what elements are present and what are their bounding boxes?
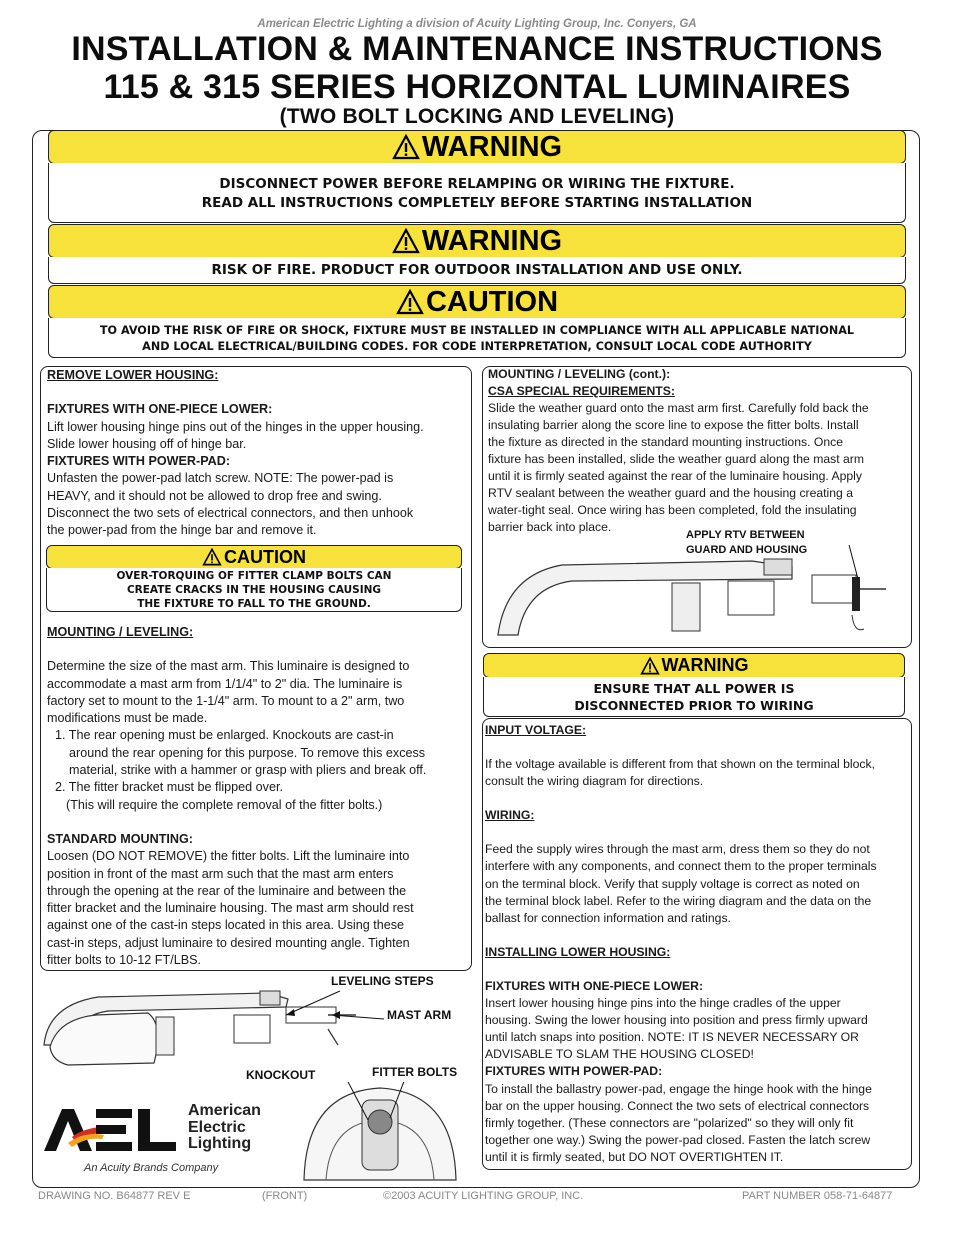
paragraph-line: the power-pad from the hinge bar and remove it. [47,523,317,538]
left-column-text-top [47,367,467,540]
figure-label-fitter-bolts: FITTER BOLTS [372,1065,458,1079]
right-column-text-top [488,366,908,536]
warning-text: DISCONNECTED PRIOR TO WIRING [574,698,814,713]
section-heading: MOUNTING / LEVELING: [47,625,194,639]
paragraph-line: housing. Swing the lower housing into position and press firmly upward [485,1013,868,1028]
weather-guard-figure [492,545,888,645]
warning-banner [48,130,906,164]
warning-banner [48,224,906,258]
list-item: around the rear opening for this purpose. To remove this excess [69,745,426,760]
drawing-number: DRAWING NO. B64877 REV E [38,1190,191,1202]
warning-text: READ ALL INSTRUCTIONS COMPLETELY BEFORE STARTING INSTALLATION [201,195,753,211]
section-heading: WIRING: [485,808,535,823]
warning-text: DISCONNECT POWER BEFORE RELAMPING OR WIRING THE FIXTURE. [219,176,735,192]
subsection-heading: STANDARD MOUNTING: [47,831,193,846]
caution-text: AND LOCAL ELECTRICAL/BUILDING CODES. FOR CODE INTERPRETATION, CONSULT LOCAL CODE AUTHORITY [142,340,812,353]
caution-text: TO AVOID THE RISK OF FIRE OR SHOCK, FIXTURE MUST BE INSTALLED IN COMPLIANCE WITH ALL APPLICABLE NATIONAL [99,324,855,337]
list-item: material, strike with a hammer or grasp with pliers and break off. [69,763,427,778]
paragraph-line: modifications must be made. [47,711,208,726]
warning-text: RISK OF FIRE. PRODUCT FOR OUTDOOR INSTALLATION AND USE ONLY. [211,262,743,278]
paragraph-line: until it is firmly seated against the rear of the luminaire housing. Apply [488,469,862,483]
paragraph-line: on the terminal block. Verify that supply voltage is correct as noted on [485,876,860,891]
warning-text: ENSURE THAT ALL POWER IS [593,681,795,696]
paragraph-line: until it is firmly seated, but DO NOT OVERTIGHTEN IT. [485,1149,784,1164]
paragraph-line: interfere with any components, and connect them to the proper terminals [485,859,877,874]
figure-label-mast-arm: MAST ARM [387,1008,452,1022]
paragraph-line: Insert lower housing hinge pins into the hinge cradles of the upper [485,996,841,1011]
paragraph-line: together one way.) Swing the power-pad closed. Fasten the latch screw [485,1132,871,1147]
subsection-heading: FIXTURES WITH ONE-PIECE LOWER: [485,978,704,993]
company-line: American Electric Lighting a division of Acuity Lighting Group, Inc. Conyers, GA [257,18,697,30]
paragraph-line: the fixture as directed in the standard mounting instructions. Once [488,435,843,449]
paragraph-line: Slide lower housing off of hinge bar. [47,436,247,451]
paragraph-line: accommodate a mast arm from 1/1/4" to 2" dia. The luminaire is [47,676,403,691]
subsection-heading: FIXTURES WITH POWER-PAD: [485,1064,663,1079]
ael-logo-wordmark [188,1103,261,1153]
paragraph-line: If the voltage available is different from that shown on the terminal block, [485,757,875,772]
ael-logo-mark [42,1105,182,1153]
paragraph-line: water-tight seal. Once wiring has been completed, fold the insulating [488,503,857,517]
paragraph-line: RTV sealant between the weather guard and the housing creating a [488,486,853,500]
paragraph-line: barrier back into place. [488,520,612,534]
section-heading: INPUT VOLTAGE: [485,723,587,737]
caution-message-box [48,318,906,358]
paragraph-line: until latch snaps into position. NOTE: IT IS NEVER NECESSARY OR [485,1030,859,1045]
paragraph-line: Unfasten the power-pad latch screw. NOTE: The power-pad is [47,471,394,486]
caution-message-box-small [46,568,462,612]
caution-banner-small [46,545,462,569]
paragraph-line: consult the wiring diagram for directions. [485,774,704,789]
page-title: INSTALLATION & MAINTENANCE INSTRUCTIONS [71,30,883,68]
paragraph-line: Disconnect the two sets of electrical connectors, and then unhook [47,506,414,521]
caution-text: CREATE CRACKS IN THE HOUSING CAUSING [126,584,382,596]
paragraph-line: insulating barrier along the score line to expose the fitter bolts. Install [488,418,859,432]
paragraph-line: ballast for connection information and ratings. [485,910,731,925]
warning-message-box [48,257,906,284]
figure-label-knockout: KNOCKOUT [246,1068,316,1082]
right-column-text-bottom [485,722,909,1166]
caution-banner [48,285,906,319]
warning-triangle-icon [392,228,420,254]
part-number: PART NUMBER 058-71-64877 [742,1190,893,1202]
list-item: (This will require the complete removal of the fitter bolts.) [66,797,383,812]
paragraph-line: fitter bracket and the luminaire housing. The mast arm should rest [47,901,414,916]
warning-banner-small [483,653,905,678]
warning-label: WARNING [661,655,749,675]
section-heading: REMOVE LOWER HOUSING: [47,368,219,382]
warning-label: WARNING [421,224,563,257]
caution-triangle-icon [202,548,222,566]
label-text: APPLY RTV BETWEEN [686,529,805,541]
logo-text: Electric [188,1118,246,1136]
caution-label: CAUTION [224,546,306,567]
label-text: GUARD AND HOUSING [686,544,808,556]
section-heading: INSTALLING LOWER HOUSING: [485,944,671,959]
section-heading: MOUNTING / LEVELING (cont.): [488,367,671,381]
luminaire-rear-view-figure [296,1082,464,1182]
paragraph-line: position in front of the mast arm such that the mast arm enters [47,866,394,881]
paragraph-line: fitter bolts to 10-12 FT/LBS. [47,953,201,968]
paragraph-line: through the opening at the rear of the luminaire and between the [47,883,407,898]
paragraph-line: To install the ballastry power-pad, engage the hinge hook with the hinge [485,1081,872,1096]
paragraph-line: bar on the upper housing. Connect the two sets of electrical connectors [485,1098,870,1113]
paragraph-line: Determine the size of the mast arm. This luminaire is designed to [47,659,410,674]
caution-triangle-icon [396,289,424,315]
paragraph-line: Feed the supply wires through the mast arm, dress them so they do not [485,842,870,857]
warning-message-box [48,163,906,223]
page-side: (FRONT) [262,1190,308,1202]
subsection-heading: FIXTURES WITH POWER-PAD: [47,454,231,469]
paragraph-line: factory set to mount to the 1-1/4" arm. To mount to a 2" arm, two [47,693,405,708]
copyright: ©2003 ACUITY LIGHTING GROUP, INC. [383,1190,584,1202]
paragraph-line: firmly together. (These connectors are "polarized" so they will only fit [485,1115,854,1130]
warning-message-box-small [483,677,905,717]
caution-text: THE FIXTURE TO FALL TO THE GROUND. [137,598,371,610]
warning-label: WARNING [421,130,563,163]
subsection-heading: FIXTURES WITH ONE-PIECE LOWER: [47,402,273,417]
paragraph-line: ADVISABLE TO SLAM THE HOUSING CLOSED! [485,1047,754,1062]
list-item: 2. The fitter bracket must be flipped over. [55,780,283,795]
figure-label-leveling-steps: LEVELING STEPS [331,974,434,988]
left-column-text-mounting [47,624,471,969]
paragraph-line: fixture has been installed, slide the weather guard along the mast arm [488,452,864,466]
page-subtitle: 115 & 315 SERIES HORIZONTAL LUMINAIRES [103,68,851,106]
caution-text: OVER-TORQUING OF FITTER CLAMP BOLTS CAN [116,570,392,582]
paragraph-line: Loosen (DO NOT REMOVE) the fitter bolts. Lift the luminaire into [47,849,410,864]
subsection-heading: CSA SPECIAL REQUIREMENTS: [488,384,675,398]
paragraph-line: HEAVY, and it should not be allowed to drop free and swing. [47,488,382,503]
logo-text: Lighting [188,1135,252,1152]
warning-triangle-icon [392,134,420,160]
warning-triangle-icon [640,657,660,675]
paragraph-line: Slide the weather guard onto the mast arm first. Carefully fold back the [488,401,869,415]
paragraph-line: the terminal block label. Refer to the wiring diagram and the data on the [485,893,872,908]
list-item: 1. The rear opening must be enlarged. Knockouts are cast-in [55,728,394,743]
paragraph-line: against one of the cast-in steps located in this area. Using these [47,918,405,933]
page-subtitle-detail: (TWO BOLT LOCKING AND LEVELING) [279,105,675,128]
paragraph-line: Lift lower housing hinge pins out of the hinges in the upper housing. [47,419,424,434]
paragraph-line: cast-in steps, adjust luminaire to desired mounting angle. Tighten [47,935,410,950]
logo-text: American [188,1102,261,1119]
leader-lines [280,985,400,1045]
caution-label: CAUTION [425,285,559,318]
acuity-brands-tagline: An Acuity Brands Company [84,1162,219,1174]
